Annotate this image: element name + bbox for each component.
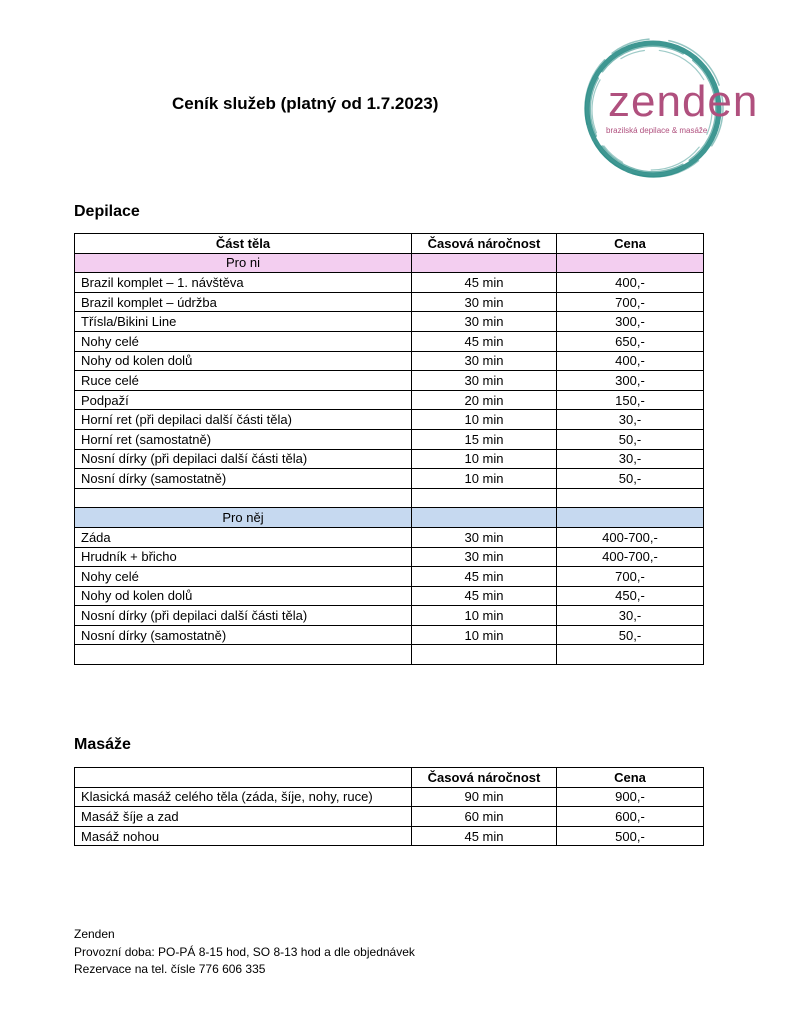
service-duration: 90 min — [412, 787, 557, 807]
empty-cell — [75, 488, 412, 508]
footer-phone: Rezervace na tel. čísle 776 606 335 — [74, 962, 266, 976]
zenden-logo — [578, 34, 759, 184]
table-header-row — [75, 768, 704, 788]
table-row — [75, 527, 704, 547]
service-name: Nohy celé — [75, 331, 412, 351]
table-header-row — [75, 234, 704, 254]
service-name: Nosní dírky (při depilaci další části těla) — [75, 606, 412, 626]
table-row — [75, 606, 704, 626]
table-row — [75, 292, 704, 312]
service-name: Nohy od kolen dolů — [75, 586, 412, 606]
empty-row — [75, 488, 704, 508]
column-header: Cena — [557, 234, 704, 254]
masaze-price-table — [74, 767, 704, 846]
table-row — [75, 469, 704, 489]
service-duration: 20 min — [412, 390, 557, 410]
section-title-depilace: Depilace — [74, 203, 140, 220]
service-name: Brazil komplet – údržba — [75, 292, 412, 312]
service-duration: 30 min — [412, 527, 557, 547]
service-price: 400-700,- — [557, 527, 704, 547]
table-row — [75, 547, 704, 567]
service-duration: 30 min — [412, 351, 557, 371]
empty-cell — [412, 508, 557, 528]
empty-row — [75, 645, 704, 665]
empty-cell — [412, 645, 557, 665]
group-header-row — [75, 253, 704, 273]
service-price: 50,- — [557, 429, 704, 449]
service-price: 300,- — [557, 371, 704, 391]
service-price: 30,- — [557, 449, 704, 469]
service-name: Horní ret (samostatně) — [75, 429, 412, 449]
service-price: 400,- — [557, 351, 704, 371]
table-row — [75, 826, 704, 846]
service-name: Nohy od kolen dolů — [75, 351, 412, 371]
service-name: Masáž šíje a zad — [75, 807, 412, 827]
service-price: 450,- — [557, 586, 704, 606]
table-row — [75, 787, 704, 807]
service-name: Brazil komplet – 1. návštěva — [75, 273, 412, 293]
depilace-price-table — [74, 233, 704, 665]
empty-cell — [557, 645, 704, 665]
footer-company-name: Zenden — [74, 927, 115, 941]
section-title-masaze: Masáže — [74, 736, 131, 753]
service-price: 30,- — [557, 606, 704, 626]
footer-opening-hours: Provozní doba: PO-PÁ 8-15 hod, SO 8-13 hod a dle objednávek — [74, 944, 415, 959]
service-name: Záda — [75, 527, 412, 547]
page-title: Ceník služeb (platný od 1.7.2023) — [172, 94, 439, 113]
table-row — [75, 390, 704, 410]
service-duration: 15 min — [412, 429, 557, 449]
table-row — [75, 625, 704, 645]
service-price: 50,- — [557, 625, 704, 645]
empty-cell — [412, 488, 557, 508]
service-name: Třísla/Bikini Line — [75, 312, 412, 332]
table-row — [75, 429, 704, 449]
service-name: Nosní dírky (samostatně) — [75, 469, 412, 489]
service-duration: 45 min — [412, 273, 557, 293]
service-price: 650,- — [557, 331, 704, 351]
service-name: Nosní dírky (samostatně) — [75, 625, 412, 645]
column-header — [75, 768, 412, 788]
table-row — [75, 312, 704, 332]
table-row — [75, 807, 704, 827]
service-duration: 45 min — [412, 331, 557, 351]
service-duration: 30 min — [412, 292, 557, 312]
service-price: 600,- — [557, 807, 704, 827]
service-duration: 30 min — [412, 371, 557, 391]
service-price: 700,- — [557, 567, 704, 587]
table-row — [75, 567, 704, 587]
service-duration: 10 min — [412, 469, 557, 489]
column-header: Časová náročnost — [412, 768, 557, 788]
service-name: Hrudník + břicho — [75, 547, 412, 567]
service-name: Podpaží — [75, 390, 412, 410]
service-price: 300,- — [557, 312, 704, 332]
empty-cell — [412, 253, 557, 273]
column-header: Cena — [557, 768, 704, 788]
group-label: Pro něj — [75, 508, 412, 528]
service-price: 30,- — [557, 410, 704, 430]
empty-cell — [557, 508, 704, 528]
service-duration: 10 min — [412, 606, 557, 626]
service-name: Nohy celé — [75, 567, 412, 587]
table-row — [75, 371, 704, 391]
service-price: 500,- — [557, 826, 704, 846]
service-duration: 30 min — [412, 547, 557, 567]
service-price: 400-700,- — [557, 547, 704, 567]
table-row — [75, 449, 704, 469]
service-duration: 10 min — [412, 449, 557, 469]
service-duration: 45 min — [412, 826, 557, 846]
service-duration: 10 min — [412, 625, 557, 645]
service-duration: 60 min — [412, 807, 557, 827]
service-name: Klasická masáž celého těla (záda, šíje, nohy, ruce) — [75, 787, 412, 807]
service-price: 50,- — [557, 469, 704, 489]
service-price: 700,- — [557, 292, 704, 312]
logo-tagline: brazilská depilace & masáže — [606, 126, 708, 135]
table-row — [75, 351, 704, 371]
service-duration: 45 min — [412, 567, 557, 587]
service-duration: 10 min — [412, 410, 557, 430]
table-row — [75, 586, 704, 606]
service-name: Nosní dírky (při depilaci další části těla) — [75, 449, 412, 469]
column-header: Část těla — [75, 234, 412, 254]
empty-cell — [557, 488, 704, 508]
service-name: Masáž nohou — [75, 826, 412, 846]
footer — [74, 926, 415, 979]
service-price: 150,- — [557, 390, 704, 410]
service-name: Ruce celé — [75, 371, 412, 391]
logo-wordmark: zenden — [608, 77, 759, 126]
empty-cell — [75, 645, 412, 665]
service-duration: 45 min — [412, 586, 557, 606]
service-name: Horní ret (při depilaci další části těla) — [75, 410, 412, 430]
group-header-row — [75, 508, 704, 528]
table-row — [75, 331, 704, 351]
table-row — [75, 410, 704, 430]
service-price: 400,- — [557, 273, 704, 293]
empty-cell — [557, 253, 704, 273]
group-label: Pro ni — [75, 253, 412, 273]
service-price: 900,- — [557, 787, 704, 807]
column-header: Časová náročnost — [412, 234, 557, 254]
table-row — [75, 273, 704, 293]
service-duration: 30 min — [412, 312, 557, 332]
